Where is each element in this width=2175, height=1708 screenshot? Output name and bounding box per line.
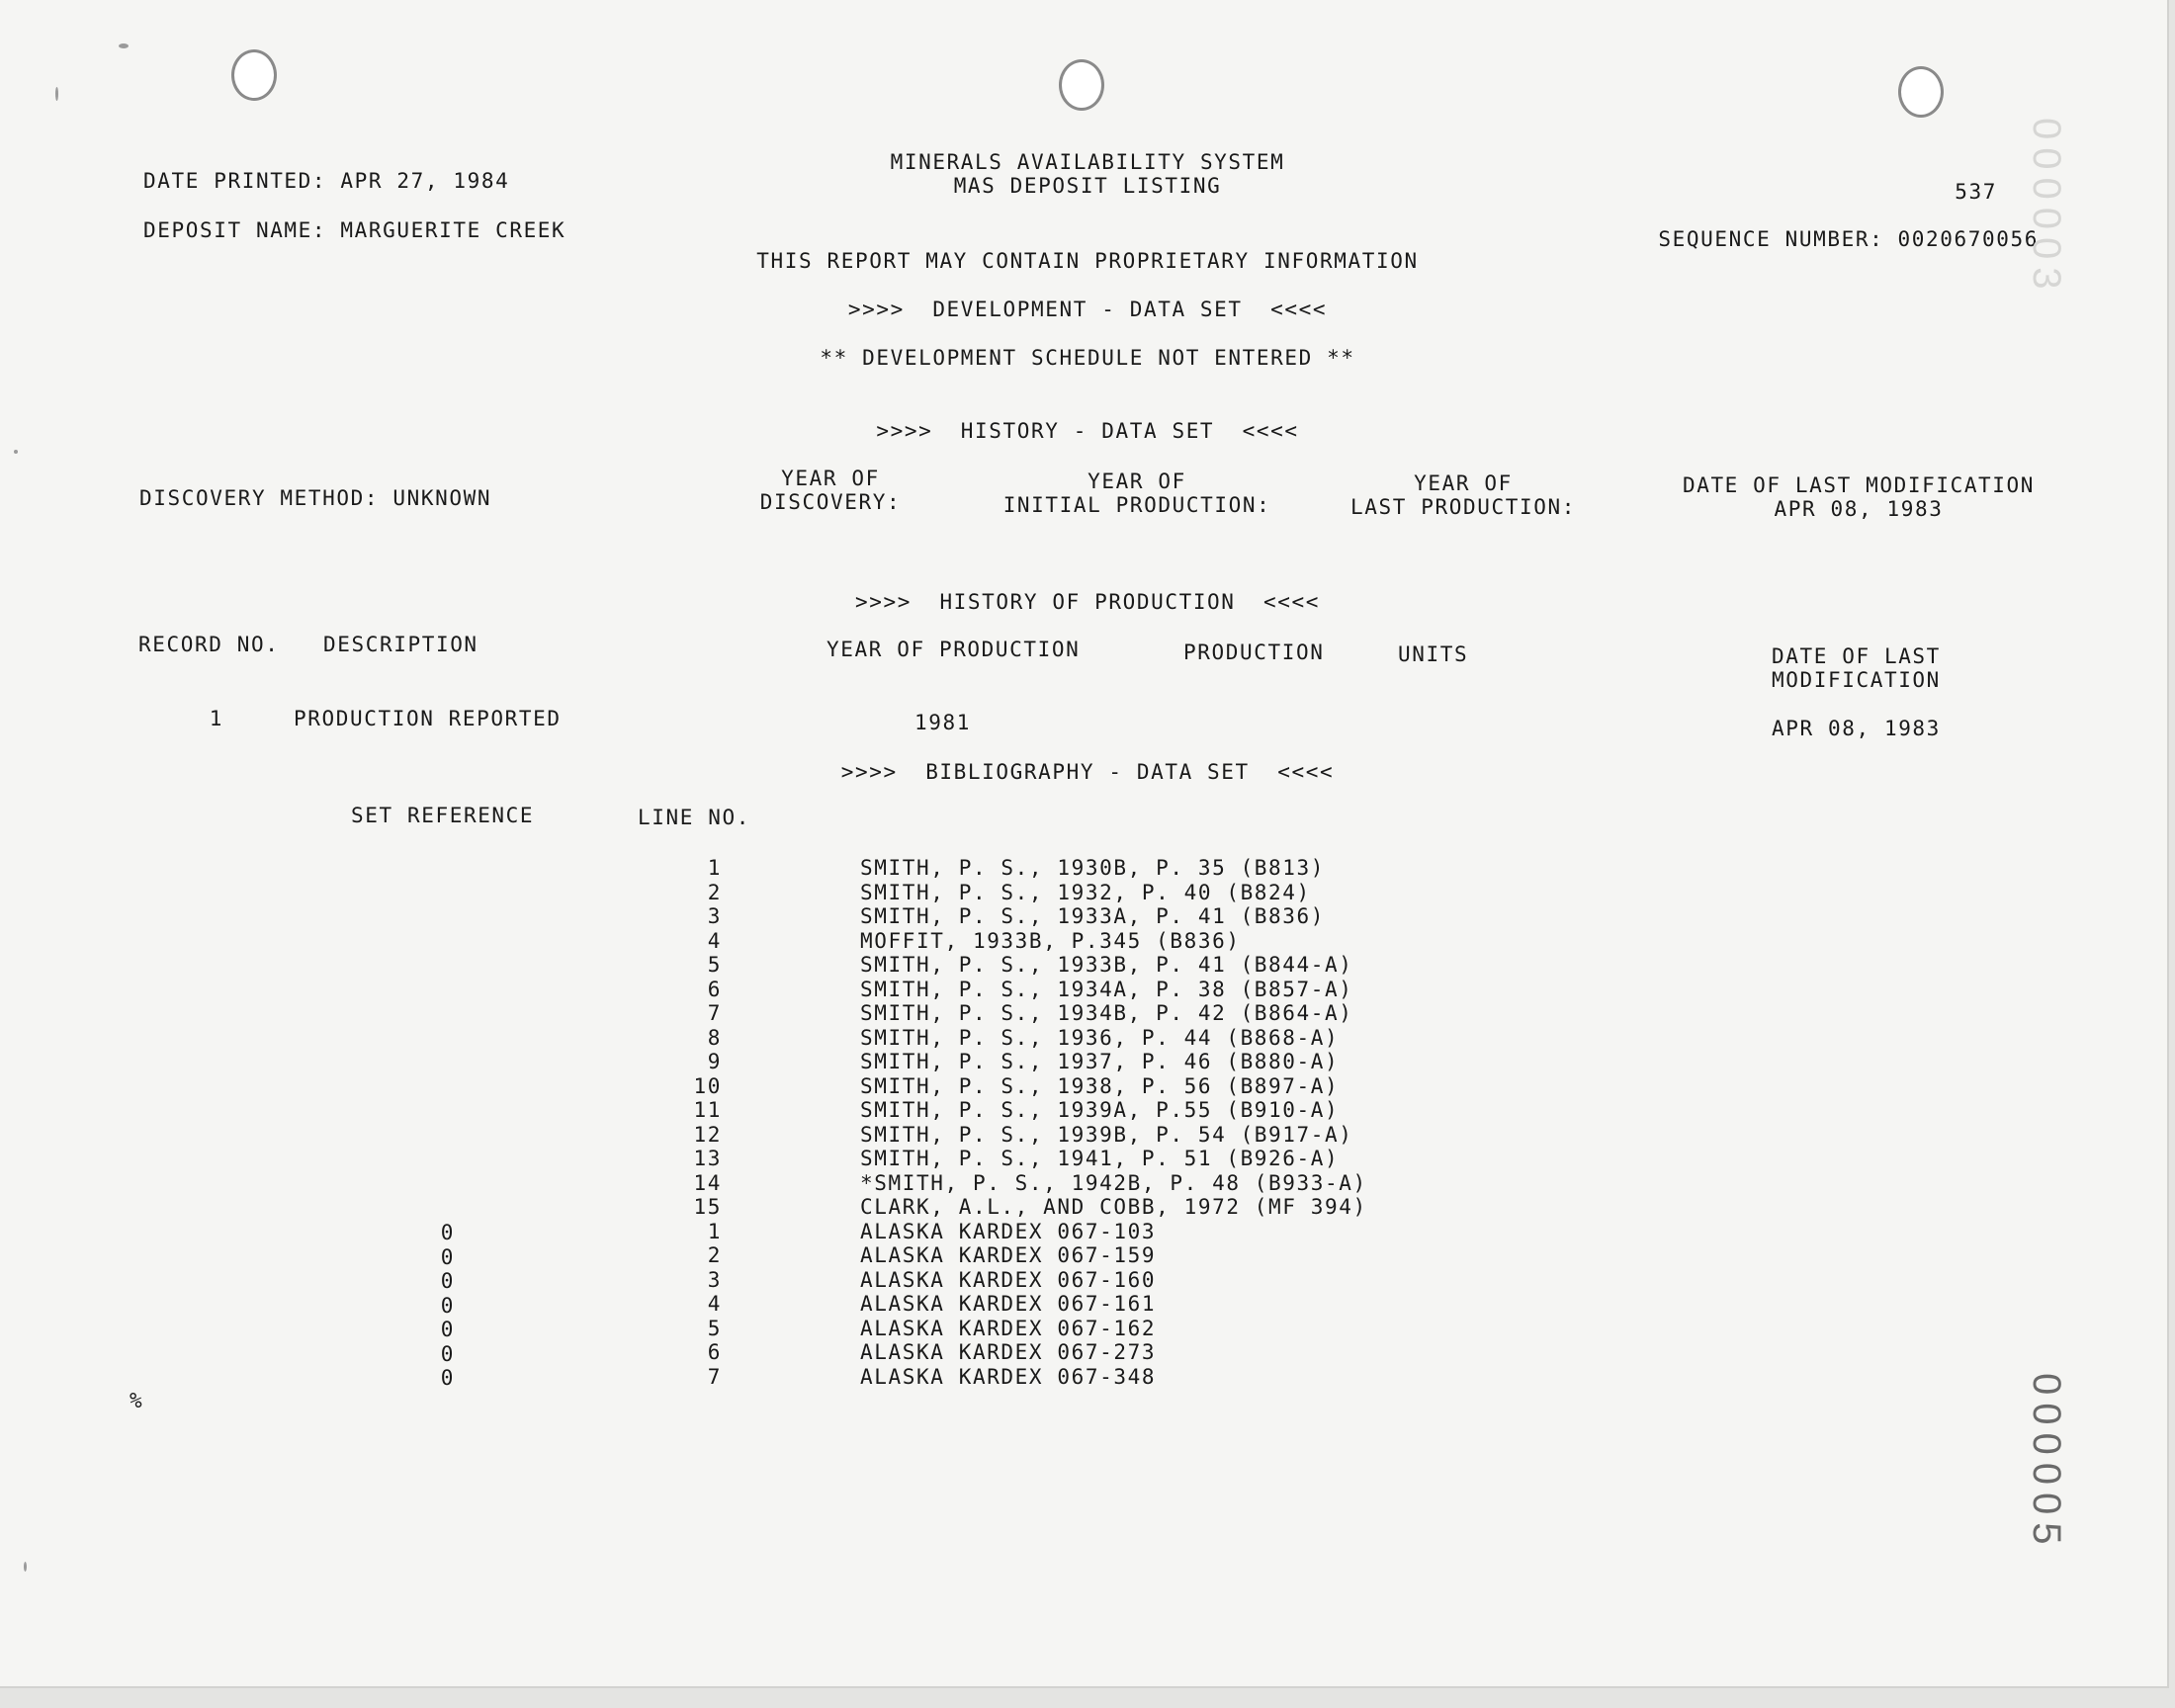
- production-year: 1981: [914, 711, 971, 734]
- bibliography-citation: ALASKA KARDEX 067-103: [860, 1219, 1157, 1243]
- listing-title: MAS DEPOSIT LISTING: [953, 174, 1222, 198]
- production-record-no: 1: [209, 707, 223, 730]
- history-last-modification-label: DATE OF LAST MODIFICATION: [1682, 473, 2036, 497]
- scan-speck: [14, 450, 18, 454]
- punch-hole-right: [1898, 66, 1944, 118]
- col-units: UNITS: [1398, 642, 1469, 666]
- bibliography-line-number: 7: [707, 1364, 722, 1389]
- bibliography-citation: SMITH, P. S., 1939A, P.55 (B910-A): [860, 1098, 1340, 1122]
- bibliography-line-number: 11: [693, 1098, 722, 1122]
- bibliography-line-number: 2: [707, 1243, 722, 1267]
- year-of-discovery-label-2: DISCOVERY:: [759, 490, 902, 514]
- bibliography-line-number-column: [643, 856, 722, 1389]
- bibliography-line-number: 1: [707, 856, 722, 880]
- bibliography-citation: SMITH, P. S., 1933A, P. 41 (B836): [860, 904, 1326, 928]
- bibliography-set-reference: 0: [440, 1293, 455, 1318]
- year-of-discovery-label: YEAR OF: [781, 467, 880, 490]
- bibliography-citation: ALASKA KARDEX 067-159: [860, 1243, 1157, 1267]
- scan-speck: [119, 43, 129, 48]
- bibliography-citation: SMITH, P. S., 1938, P. 56 (B897-A): [860, 1073, 1340, 1098]
- year-last-production-label: YEAR OF: [1414, 471, 1513, 495]
- scan-speck: [55, 87, 58, 101]
- bibliography-citation: SMITH, P. S., 1937, P. 46 (B880-A): [860, 1050, 1340, 1073]
- page-stamp-number: 000005: [2025, 1373, 2068, 1553]
- bibliography-line-number: 2: [707, 880, 722, 904]
- year-initial-production-label-2: INITIAL PRODUCTION:: [1002, 493, 1271, 517]
- production-description: PRODUCTION REPORTED: [294, 707, 562, 730]
- bibliography-citation: ALASKA KARDEX 067-348: [860, 1364, 1157, 1389]
- bibliography-line-number: 12: [693, 1122, 722, 1147]
- bibliography-citation: CLARK, A.L., AND COBB, 1972 (MF 394): [860, 1195, 1367, 1219]
- page-number: 537: [1955, 180, 1997, 204]
- col-description: DESCRIPTION: [323, 633, 478, 656]
- bibliography-line-number: 1: [707, 1219, 722, 1243]
- bibliography-set-reference: 0: [440, 1221, 455, 1244]
- bibliography-citation: SMITH, P. S., 1934A, P. 38 (B857-A): [860, 977, 1353, 1001]
- bibliography-heading: >>>> BIBLIOGRAPHY - DATA SET <<<<: [840, 760, 1335, 784]
- bibliography-citation: MOFFIT, 1933B, P.345 (B836): [860, 928, 1241, 953]
- year-initial-production-label: YEAR OF: [1088, 470, 1186, 493]
- bibliography-citation: *SMITH, P. S., 1942B, P. 48 (B933-A): [860, 1170, 1367, 1195]
- sequence-number: SEQUENCE NUMBER: 0020670056: [1658, 227, 2039, 251]
- faint-bleedthrough-stamp: 000003: [2025, 118, 2068, 298]
- bibliography-citation: SMITH, P. S., 1941, P. 51 (B926-A): [860, 1147, 1340, 1170]
- bibliography-line-number: 6: [707, 977, 722, 1001]
- col-year-of-production: YEAR OF PRODUCTION: [826, 638, 1081, 661]
- bibliography-set-reference: 0: [440, 1269, 455, 1293]
- development-note: ** DEVELOPMENT SCHEDULE NOT ENTERED **: [820, 346, 1355, 370]
- bibliography-set-reference: 0: [440, 1366, 455, 1390]
- bibliography-citation: SMITH, P. S., 1930B, P. 35 (B813): [860, 856, 1326, 880]
- percent-mark: %: [130, 1389, 144, 1412]
- development-heading: >>>> DEVELOPMENT - DATA SET <<<<: [847, 298, 1328, 321]
- bibliography-line-number: 13: [693, 1147, 722, 1170]
- discovery-method: DISCOVERY METHOD: UNKNOWN: [139, 486, 492, 510]
- bibliography-citation: ALASKA KARDEX 067-161: [860, 1292, 1157, 1316]
- bibliography-line-number: 9: [707, 1050, 722, 1073]
- bibliography-citation: SMITH, P. S., 1939B, P. 54 (B917-A): [860, 1122, 1353, 1147]
- bibliography-line-number: 15: [693, 1195, 722, 1219]
- bibliography-line-number: 3: [707, 1267, 722, 1292]
- bibliography-citation-column: [860, 856, 1414, 1389]
- scan-speck: [24, 1562, 27, 1572]
- deposit-name: DEPOSIT NAME: MARGUERITE CREEK: [143, 218, 566, 242]
- bibliography-line-number: 4: [707, 1292, 722, 1316]
- col-set-reference: SET REFERENCE: [351, 804, 535, 827]
- col-line-no: LINE NO.: [638, 806, 750, 829]
- bibliography-citation: SMITH, P. S., 1932, P. 40 (B824): [860, 880, 1311, 904]
- bibliography-line-number: 6: [707, 1340, 722, 1364]
- bibliography-set-reference: 0: [440, 1341, 455, 1366]
- punch-hole-center: [1059, 59, 1104, 111]
- bibliography-line-number: 4: [707, 928, 722, 953]
- bibliography-line-number: 5: [707, 953, 722, 977]
- col-last-modification: DATE OF LAST: [1772, 644, 1941, 668]
- bibliography-citation: SMITH, P. S., 1933B, P. 41 (B844-A): [860, 953, 1353, 977]
- history-heading: >>>> HISTORY - DATA SET <<<<: [876, 419, 1299, 443]
- production-last-modification: APR 08, 1983: [1772, 717, 1941, 740]
- system-title: MINERALS AVAILABILITY SYSTEM: [890, 150, 1285, 174]
- bibliography-citation: SMITH, P. S., 1934B, P. 42 (B864-A): [860, 1001, 1353, 1025]
- col-production: PRODUCTION: [1183, 640, 1325, 664]
- bibliography-citation: ALASKA KARDEX 067-162: [860, 1316, 1157, 1340]
- bibliography-set-reference-column: [386, 1221, 455, 1391]
- production-heading: >>>> HISTORY OF PRODUCTION <<<<: [854, 590, 1321, 614]
- bibliography-citation: ALASKA KARDEX 067-273: [860, 1340, 1157, 1364]
- col-record-no: RECORD NO.: [138, 633, 280, 656]
- bibliography-citation: ALASKA KARDEX 067-160: [860, 1267, 1157, 1292]
- proprietary-notice: THIS REPORT MAY CONTAIN PROPRIETARY INFORMATION: [756, 249, 1419, 273]
- bibliography-line-number: 14: [693, 1170, 722, 1195]
- punch-hole-left: [231, 49, 277, 101]
- history-last-modification-value: APR 08, 1983: [1774, 497, 1944, 521]
- bibliography-set-reference: 0: [440, 1318, 455, 1341]
- year-last-production-label-2: LAST PRODUCTION:: [1350, 495, 1576, 519]
- bibliography-citation: SMITH, P. S., 1936, P. 44 (B868-A): [860, 1025, 1340, 1050]
- bibliography-line-number: 8: [707, 1025, 722, 1050]
- bibliography-line-number: 7: [707, 1001, 722, 1025]
- bibliography-set-reference: 0: [440, 1244, 455, 1269]
- bibliography-line-number: 5: [707, 1316, 722, 1340]
- bibliography-line-number: 3: [707, 904, 722, 928]
- bibliography-line-number: 10: [693, 1073, 722, 1098]
- col-last-modification-2: MODIFICATION: [1772, 668, 1941, 692]
- date-printed: DATE PRINTED: APR 27, 1984: [143, 169, 510, 193]
